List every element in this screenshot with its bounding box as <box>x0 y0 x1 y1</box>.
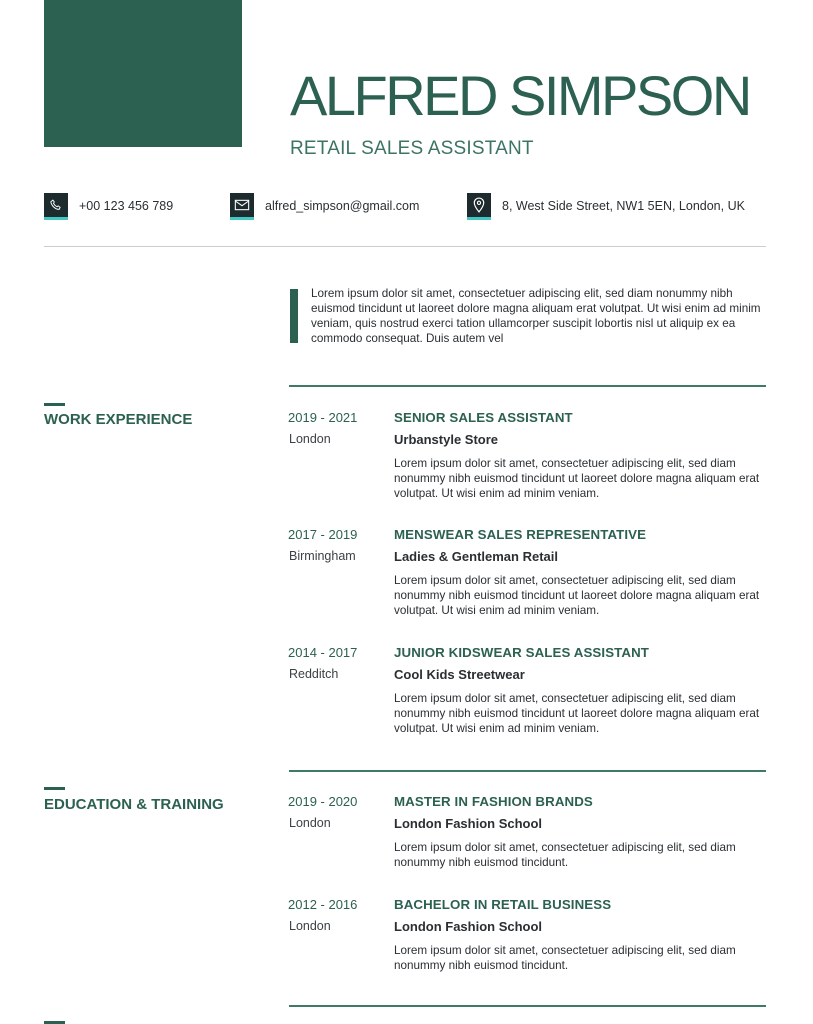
envelope-icon <box>230 193 254 220</box>
section-divider-work <box>289 385 766 387</box>
phone-icon <box>44 193 68 220</box>
candidate-name: ALFRED SIMPSON <box>290 64 750 127</box>
section-divider-next <box>289 1005 766 1007</box>
entry-description: Lorem ipsum dolor sit amet, consectetuer adipiscing elit, sed diam nonummy nibh euismod tincidunt ut laoreet dolore magna aliquam erat volutpat. Ut wisi enim ad minim veniam. <box>394 457 760 500</box>
summary-accent-bar <box>290 289 298 343</box>
entry-organization: Urbanstyle Store <box>394 432 499 447</box>
entry-description: Lorem ipsum dolor sit amet, consectetuer adipiscing elit, sed diam nonummy nibh euismod tincidunt. <box>394 944 736 972</box>
postal-address: 8, West Side Street, NW1 5EN, London, UK <box>502 199 745 213</box>
entry-description: Lorem ipsum dolor sit amet, consectetuer adipiscing elit, sed diam nonummy nibh euismod tincidunt ut laoreet dolore magna aliquam erat volutpat. Ut wisi enim ad minim veniam. <box>394 574 760 617</box>
section-divider-education <box>289 770 766 772</box>
entry-dates: 2019 - 2020 <box>288 794 358 809</box>
job-title: RETAIL SALES ASSISTANT <box>290 138 534 159</box>
entry-description: Lorem ipsum dolor sit amet, consectetuer adipiscing elit, sed diam nonummy nibh euismod tincidunt ut laoreet dolore magna aliquam erat volutpat. Ut wisi enim ad minim veniam. <box>394 692 760 735</box>
location-pin-icon <box>467 193 491 220</box>
entry-dates: 2012 - 2016 <box>288 897 358 912</box>
entry-title: BACHELOR IN RETAIL BUSINESS <box>394 897 612 912</box>
profile-summary: Lorem ipsum dolor sit amet, consectetuer adipiscing elit, sed diam nonummy nibh euismod tincidunt ut laoreet dolore magna aliquam erat volutpat. Ut wisi enim ad minim veniam, quis nostrud exerci tation ullamcorper suscipit lobortis nisl ut aliquip ex ea commodo consequat. Duis autem vel <box>311 287 761 345</box>
entry-location: London <box>289 919 331 933</box>
entry-location: Birmingham <box>289 549 356 563</box>
section-title-education: EDUCATION & TRAINING <box>44 796 224 813</box>
contact-address <box>467 192 745 220</box>
phone-number: +00 123 456 789 <box>79 199 174 213</box>
header-divider <box>44 246 766 247</box>
entry-location: London <box>289 816 331 830</box>
entry-organization: London Fashion School <box>394 816 543 831</box>
entry-title: MENSWEAR SALES REPRESENTATIVE <box>394 527 647 542</box>
entry-organization: London Fashion School <box>394 919 543 934</box>
entry-title: SENIOR SALES ASSISTANT <box>394 410 573 425</box>
section-marker-education <box>44 787 65 790</box>
email-address: alfred_simpson@gmail.com <box>265 199 420 213</box>
entry-title: JUNIOR KIDSWEAR SALES ASSISTANT <box>394 645 650 660</box>
entry-dates: 2019 - 2021 <box>288 410 358 425</box>
entry-description: Lorem ipsum dolor sit amet, consectetuer adipiscing elit, sed diam nonummy nibh euismod tincidunt. <box>394 841 736 869</box>
section-title-work: WORK EXPERIENCE <box>44 411 193 428</box>
section-marker-work <box>44 403 65 406</box>
entry-dates: 2017 - 2019 <box>288 527 358 542</box>
contact-email <box>230 192 419 220</box>
entry-organization: Cool Kids Streetwear <box>394 667 525 682</box>
entry-location: London <box>289 432 331 446</box>
contact-phone <box>44 192 173 220</box>
entry-location: Redditch <box>289 667 339 681</box>
entry-title: MASTER IN FASHION BRANDS <box>394 794 593 809</box>
entry-organization: Ladies & Gentleman Retail <box>394 549 558 564</box>
profile-photo-block <box>44 0 242 147</box>
entry-dates: 2014 - 2017 <box>288 645 358 660</box>
